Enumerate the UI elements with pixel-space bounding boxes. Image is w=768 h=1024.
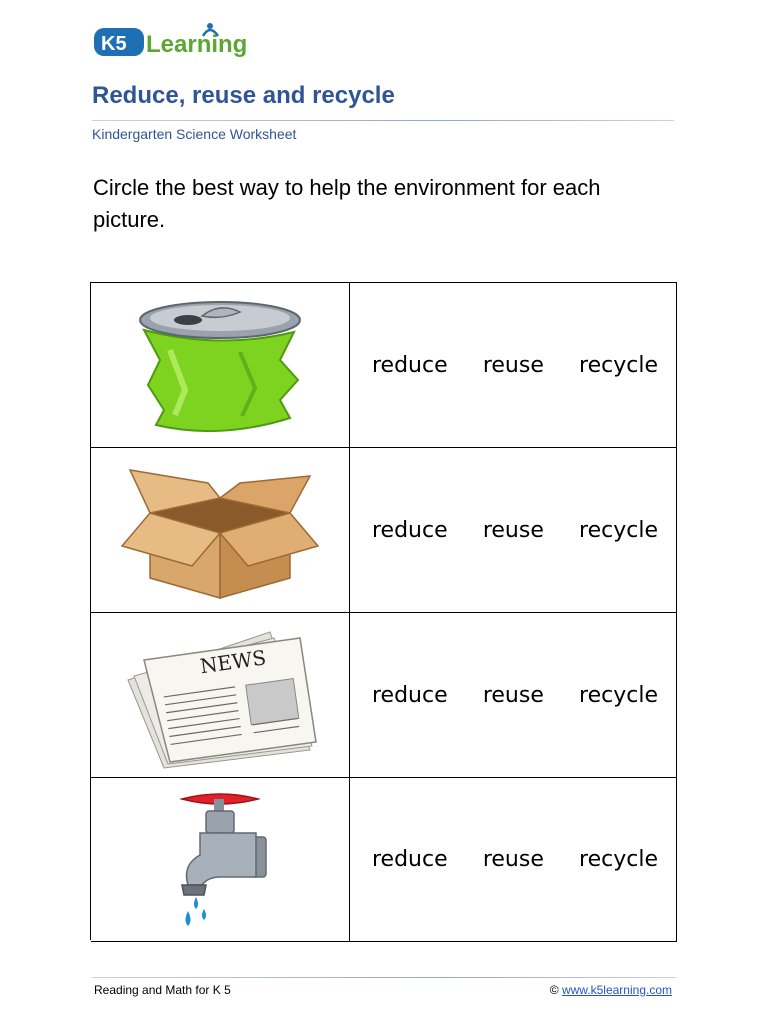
instructions-text: Circle the best way to help the environment for each picture.	[93, 175, 601, 232]
table-row	[91, 448, 677, 613]
choice-reuse[interactable]: reuse	[482, 847, 544, 872]
choice-reduce[interactable]: reduce	[372, 517, 448, 543]
header-divider	[92, 120, 674, 121]
newspaper-icon	[120, 620, 320, 770]
choice-reuse[interactable]: reuse	[482, 682, 544, 708]
choice-recycle[interactable]: recycle	[579, 352, 658, 378]
table-row	[91, 778, 677, 942]
choice-recycle[interactable]: recycle	[579, 517, 658, 543]
page-title: Reduce, reuse and recycle	[92, 82, 395, 109]
choice-reuse[interactable]: reuse	[482, 352, 544, 378]
choice-recycle[interactable]: recycle	[579, 682, 658, 708]
dripping-faucet-icon	[160, 785, 280, 935]
footer-tagline: Reading and Math for K 5	[94, 983, 231, 997]
choice-reduce[interactable]: reduce	[372, 682, 448, 708]
table-row	[91, 283, 677, 448]
logo-learning-text: Learning	[146, 31, 248, 58]
k5-learning-logo	[92, 18, 262, 62]
newspaper-headline: NEWS	[198, 645, 268, 679]
picture-cell	[91, 448, 350, 612]
choices-cell	[350, 613, 677, 777]
footer-divider	[92, 977, 676, 978]
picture-cell	[91, 283, 350, 447]
choice-recycle[interactable]: recycle	[579, 847, 658, 872]
choices-cell	[350, 778, 677, 941]
page-subtitle: Kindergarten Science Worksheet	[92, 126, 297, 142]
worksheet-table	[90, 282, 677, 940]
choice-reduce[interactable]: reduce	[372, 847, 448, 872]
logo-k5-text: K5	[101, 33, 127, 55]
choices-cell	[350, 448, 677, 612]
crushed-can-icon	[130, 290, 310, 440]
k5learning-link[interactable]: www.k5learning.com	[561, 983, 672, 997]
table-row	[91, 613, 677, 778]
picture-cell	[91, 613, 350, 777]
choices-cell	[350, 283, 677, 447]
choice-reduce[interactable]: reduce	[372, 352, 448, 378]
choice-reuse[interactable]: reuse	[482, 517, 544, 543]
footer-copyright	[550, 983, 672, 997]
cardboard-box-icon	[120, 458, 320, 603]
picture-cell	[91, 778, 350, 941]
copyright-symbol: ©	[549, 983, 559, 997]
